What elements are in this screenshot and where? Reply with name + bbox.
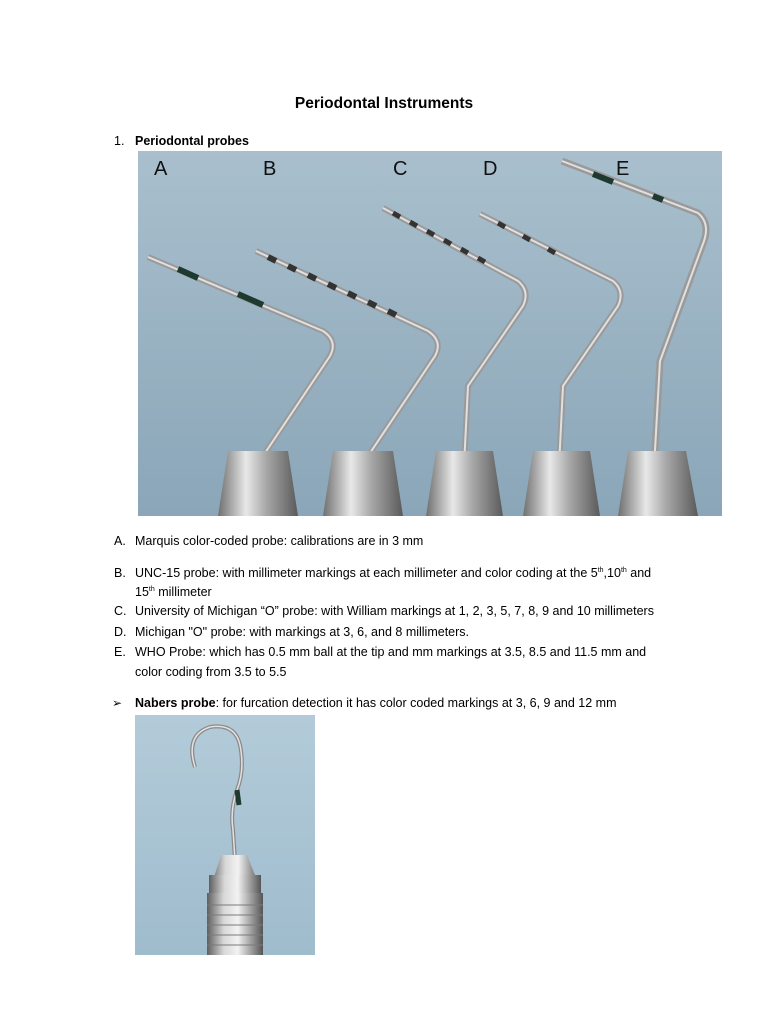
section-number: 1. — [114, 134, 125, 148]
list-letter: B. — [114, 566, 126, 580]
list-letter: D. — [114, 625, 127, 639]
page-title: Periodontal Instruments — [294, 95, 474, 112]
list-text: University of Michigan “O” probe: with William markings at 1, 2, 3, 5, 7, 8, 9 and 10 millimeters — [135, 604, 654, 618]
label-c: C — [393, 158, 408, 180]
list-letter: C. — [114, 604, 127, 618]
nabers-probe-photo — [135, 715, 315, 955]
list-text: Michigan "O" probe: with markings at 3, 6, and 8 millimeters. — [135, 625, 470, 639]
list-text: 15th millimeter — [135, 585, 212, 599]
section-title: Periodontal probes — [135, 134, 249, 148]
list-text: UNC-15 probe: with millimeter markings at each millimeter and color coding at the 5th,10th and — [135, 566, 652, 580]
arrow-bullet-icon: ➢ — [112, 696, 123, 710]
list-text: color coding from 3.5 to 5.5 — [135, 665, 287, 679]
label-d: D — [483, 158, 498, 180]
list-text: Nabers probe: for furcation detection it has color coded markings at 3, 6, 9 and 12 mm — [135, 696, 617, 710]
list-text: WHO Probe: which has 0.5 mm ball at the tip and mm markings at 3.5, 8.5 and 11.5 mm and — [135, 645, 647, 659]
list-letter: E. — [114, 645, 126, 659]
label-e: E — [616, 158, 630, 180]
label-b: B — [263, 158, 277, 180]
label-a: A — [154, 158, 168, 180]
list-letter: A. — [114, 534, 126, 548]
list-text: Marquis color-coded probe: calibrations are in 3 mm — [135, 534, 424, 548]
probes-photo — [138, 151, 722, 516]
